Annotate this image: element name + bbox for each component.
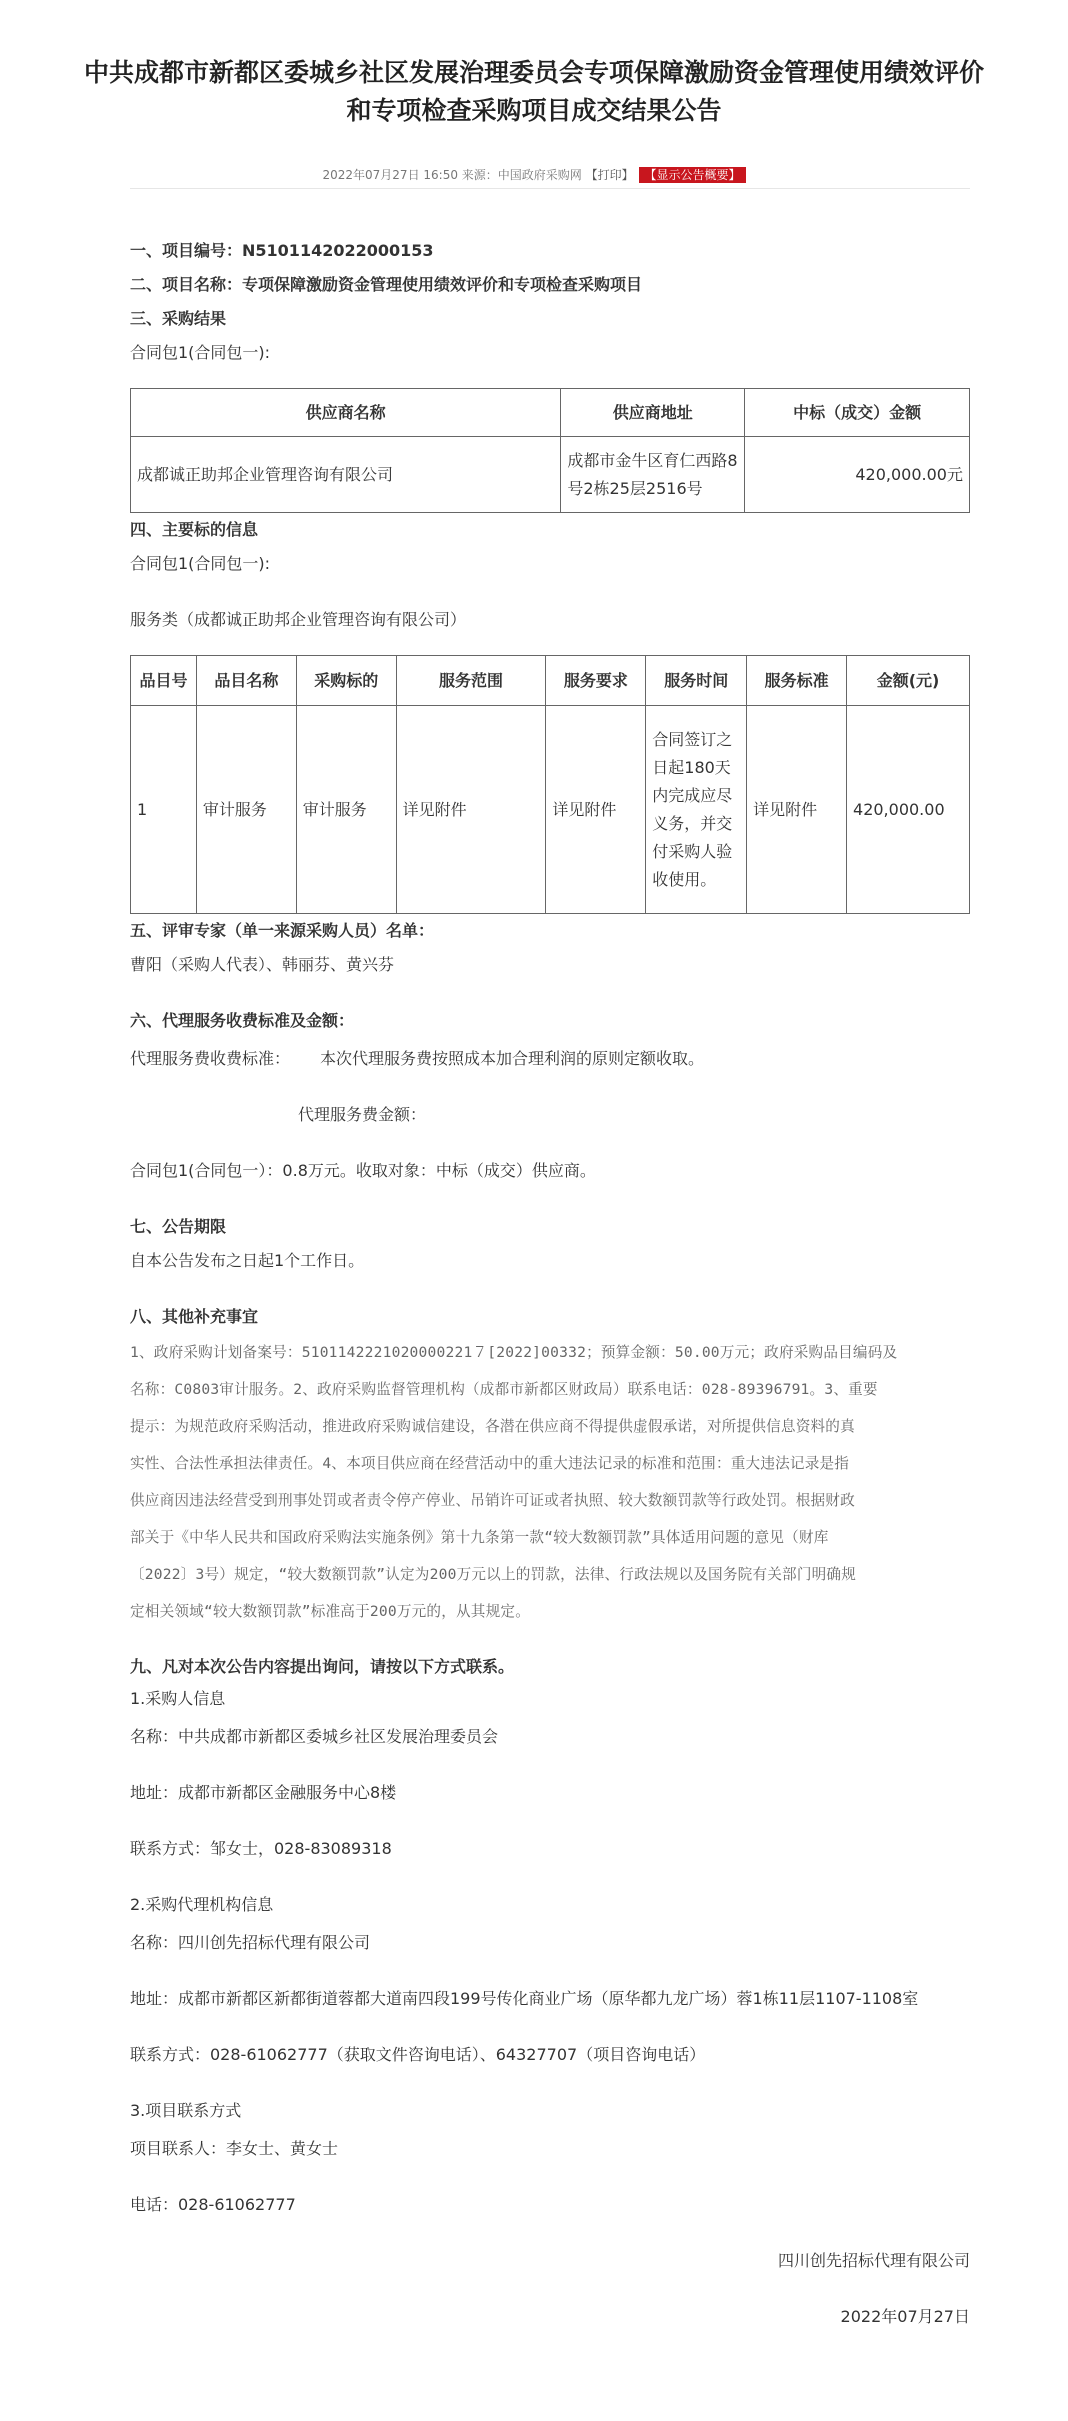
project-contact-phone: 电话：028-61062777 [130,2195,296,2214]
notice-period: 自本公告发布之日起1个工作日。 [130,1251,365,1270]
agent-name: 名称：四川创先招标代理有限公司 [130,1933,371,1952]
buyer-info-heading: 1.采购人信息 [130,1689,226,1708]
note-line: 1、政府采购计划备案号：5101142221020000221７[2022]00332；预算金额：50.00万元；政府采购品目编码及 [130,1344,898,1361]
title-divider [130,188,970,189]
col-item-no: 品目号 [131,656,197,706]
item-scope: 详见附件 [396,706,546,914]
section-project-name [130,272,970,298]
col-scope: 服务范围 [396,656,546,706]
article-meta [0,166,1068,183]
print-link[interactable]: 【打印】 [585,168,634,182]
agent-contact: 联系方式：028-61062777（获取文件咨询电话）、64327707（项目咨询电话） [130,2045,706,2064]
col-amount: 金额(元) [847,656,970,706]
col-standard: 服务标准 [747,656,847,706]
item-table [130,655,970,914]
project-contact-person: 项目联系人：李女士、黄女士 [130,2139,339,2158]
show-summary-button[interactable]: 【显示公告概要】 [639,167,745,183]
title-line-1: 中共成都市新都区委城乡社区发展治理委员会专项保障激励资金管理使用绩效评价 [83,58,984,87]
item-name: 审计服务 [196,706,296,914]
supplier-address: 成都市金牛区育仁西路8号2栋25层2516号 [561,437,745,513]
note-line: 提示：为规范政府采购活动，推进政府采购诚信建设，各潜在供应商不得提供虚假承诺，对所提供信息资料的真 [130,1418,855,1435]
agency-fee-amount-label: 代理服务费金额： [298,1105,427,1124]
col-target: 采购标的 [296,656,396,706]
col-requirement: 服务要求 [546,656,646,706]
agency-fee-standard [130,1046,970,1072]
item-amount: 420,000.00 [847,706,970,914]
announcement-body [130,238,970,2330]
project-contact-heading: 3.项目联系方式 [130,2101,242,2120]
section-1-label: 一、项目编号： [130,241,243,260]
note-line: 部关于《中华人民共和国政府采购法实施条例》第十九条第一款“较大数额罚款”具体适用问题的意见（财库 [130,1529,829,1546]
section-7-heading: 七、公告期限 [130,1217,227,1236]
supplementary-notes [130,1334,970,1630]
note-line: 〔2022〕3号）规定，“较大数额罚款”认定为200万元以上的罚款，法律、行政法规以及国务院有关部门明确规 [130,1566,856,1583]
note-line: 名称：C0803审计服务。2、政府采购监督管理机构（成都市新都区财政局）联系电话：028-89396791。3、重要 [130,1381,878,1398]
note-line: 定相关领域“较大数额罚款”标准高于200万元的，从其规定。 [130,1603,530,1620]
section-3-heading: 三、采购结果 [130,309,227,328]
col-award-amount: 中标（成交）金额 [745,389,970,437]
agent-address: 地址：成都市新都区新都街道蓉都大道南四段199号传化商业广场（原华都九龙广场）蓉1栋11层1107-1108室 [130,1989,919,2008]
section-4-heading: 四、主要标的信息 [130,520,259,539]
item-target: 审计服务 [296,706,396,914]
project-name: 专项保障激励资金管理使用绩效评价和专项检查采购项目 [242,275,643,294]
section-2-label: 二、项目名称： [130,275,243,294]
buyer-contact: 联系方式：邹女士，028-83089318 [130,1839,392,1858]
section-6-heading: 六、代理服务收费标准及金额： [130,1011,355,1030]
note-line: 供应商因违法经营受到刑事处罚或者责令停产停业、吊销许可证或者执照、较大数额罚款等行政处罚。根据财政 [130,1492,855,1509]
footer-organization: 四川创先招标代理有限公司 [777,2251,970,2270]
contract-package-label: 合同包1(合同包一): [130,343,271,362]
buyer-address: 地址：成都市新都区金融服务中心8楼 [130,1783,397,1802]
section-project-number [130,238,970,264]
col-time: 服务时间 [646,656,747,706]
result-table [130,388,970,513]
item-standard: 详见附件 [747,706,847,914]
page-title [0,0,1068,130]
publish-date: 2022年07月27日 16:50 [322,168,458,182]
contract-package-label-2: 合同包1(合同包一): [130,554,271,573]
agency-fee-detail: 合同包1(合同包一）：0.8万元。收取对象：中标（成交）供应商。 [130,1161,596,1180]
expert-list: 曹阳（采购人代表）、韩丽芬、黄兴芬 [130,955,395,974]
col-supplier-name: 供应商名称 [131,389,561,437]
source-label: 来源：中国政府采购网 [461,168,582,182]
section-9-heading: 九、凡对本次公告内容提出询问，请按以下方式联系。 [130,1657,515,1676]
buyer-name: 名称：中共成都市新都区委城乡社区发展治理委员会 [130,1727,499,1746]
table-row [131,437,970,513]
title-line-2: 和专项检查采购项目成交结果公告 [346,96,722,125]
col-supplier-address: 供应商地址 [561,389,745,437]
item-time: 合同签订之日起180天内完成应尽义务，并交付采购人验收使用。 [646,706,747,914]
note-line: 实性、合法性承担法律责任。4、本项目供应商在经营活动中的重大违法记录的标准和范围：重大违法记录是指 [130,1455,850,1472]
fee-standard-value: 本次代理服务费按照成本加合理利润的原则定额收取。 [320,1049,705,1068]
supplier-name: 成都诚正助邦企业管理咨询有限公司 [131,437,561,513]
section-8-heading: 八、其他补充事宜 [130,1307,259,1326]
fee-standard-label: 代理服务费收费标准： [130,1049,291,1068]
item-no: 1 [131,706,197,914]
award-amount: 420,000.00元 [745,437,970,513]
service-category: 服务类（成都诚正助邦企业管理咨询有限公司） [130,610,467,629]
footer-date: 2022年07月27日 [840,2307,970,2326]
col-item-name: 品目名称 [196,656,296,706]
item-requirement: 详见附件 [546,706,646,914]
agent-info-heading: 2.采购代理机构信息 [130,1895,274,1914]
result-table-header [131,389,970,437]
item-table-header [131,656,970,706]
project-number: N5101142022000153 [242,241,434,260]
section-5-heading: 五、评审专家（单一来源采购人员）名单： [130,921,435,940]
table-row [131,706,970,914]
